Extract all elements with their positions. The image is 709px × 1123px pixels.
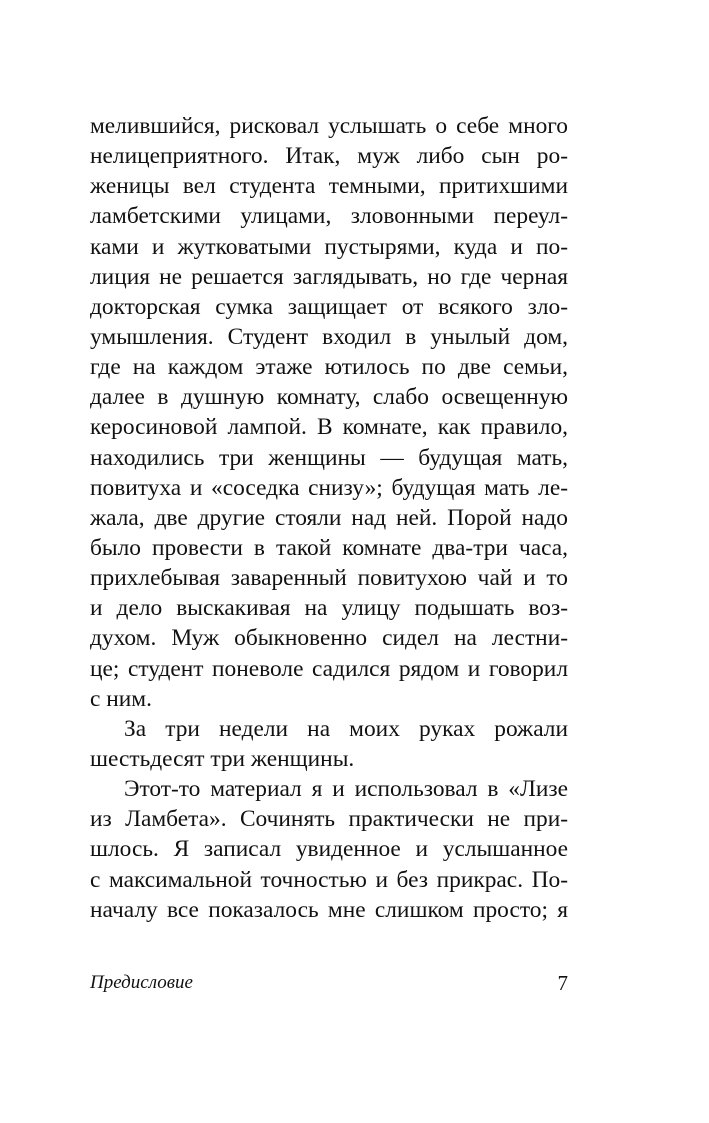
text-line: Этот-то материал я и использовал в «Лизе — [124, 776, 568, 803]
text-line: умышления. Студент входил в унылый дом, — [90, 323, 568, 350]
text-line: прихлебывая заваренный повитухою чай и то — [90, 565, 568, 592]
text-line: женицы вел студента темными, притихшими — [90, 173, 568, 200]
text-line: докторская сумка защищает от всякого зло- — [90, 293, 568, 320]
text-line: находились три женщины — будущая мать, — [90, 444, 568, 471]
page-footer — [90, 968, 568, 998]
text-line: с ним. — [90, 685, 152, 712]
section-title: Предисловие — [90, 972, 193, 993]
text-line: началу все показалось мне слишком просто; я — [90, 896, 568, 923]
text-line: с максимальной точностью и без прикрас. По- — [90, 866, 568, 893]
text-line: и дело выскакивая на улицу подышать воз- — [90, 595, 568, 622]
text-line: ками и жутковатыми пустырями, куда и по- — [90, 233, 568, 260]
text-line: шестьдесят три женщины. — [90, 745, 355, 772]
text-line: жала, две другие стояли над ней. Порой надо — [90, 504, 568, 531]
text-line: из Ламбета». Сочинять практически не при- — [90, 806, 568, 833]
text-line: где на каждом этаже ютилось по две семьи, — [90, 354, 568, 381]
text-line: За три недели на моих руках рожали — [124, 715, 568, 742]
text-line: повитуха и «соседка снизу»; будущая мать ле- — [90, 474, 568, 501]
body-text — [90, 111, 568, 925]
text-line: лиция не решается заглядывать, но где черная — [90, 263, 568, 290]
text-line: ламбетскими улицами, зловонными переул- — [90, 203, 568, 230]
text-line: керосиновой лампой. В комнате, как правило, — [90, 414, 568, 441]
text-line: далее в душную комнату, слабо освещенную — [90, 384, 568, 411]
text-line: мелившийся, рисковал услышать о себе много — [90, 113, 568, 139]
text-line: це; студент поневоле садился рядом и говорил — [90, 655, 568, 682]
page-number: 7 — [557, 971, 568, 995]
text-line: духом. Муж обыкновенно сидел на лестни- — [90, 625, 568, 652]
text-line: было провести в такой комнате два-три часа, — [90, 534, 568, 561]
text-line: шлось. Я записал увиденное и услышанное — [90, 836, 568, 863]
text-line: нелицеприятного. Итак, муж либо сын ро- — [90, 143, 568, 170]
